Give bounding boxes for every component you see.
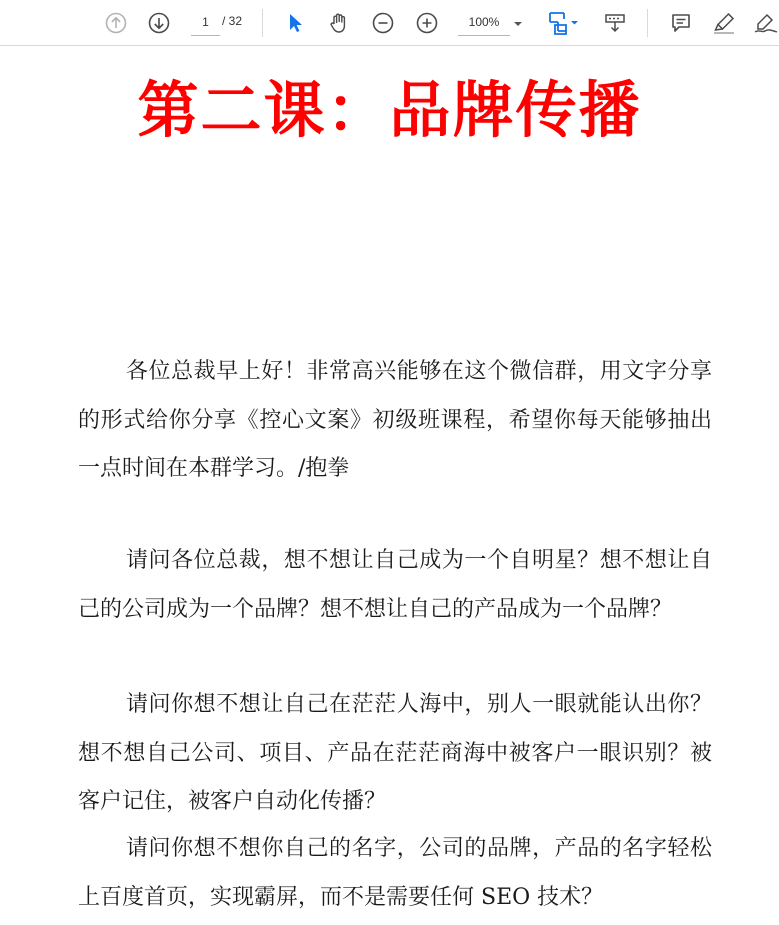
minus-circle-icon[interactable] [369,7,397,39]
arrow-down-circle-icon[interactable] [145,7,173,39]
cursor-arrow-icon[interactable] [283,7,307,39]
hand-pan-icon[interactable] [326,7,352,39]
paragraph: 请问你想不想你自己的名字，公司的品牌，产品的名字轻松上百度首页，实现霸屏，而不是需要任何 SEO 技术？ [78,836,712,910]
toolbar-divider [647,9,648,37]
document-page [0,46,779,925]
paragraph: 请问你想不想让自己在茫茫人海中，别人一眼就能认出你？想不想自己公司、项目、产品在茫茫商海中被客户一眼识别？被客户记住，被客户自动化传播？ [78,692,712,814]
page-total-label: / 32 [222,14,243,28]
sign-pen-icon[interactable] [752,7,779,39]
fit-page-icon[interactable] [545,7,583,39]
scroll-mode-icon[interactable] [601,7,629,39]
pdf-toolbar [0,0,779,46]
arrow-up-circle-icon[interactable] [102,7,130,39]
paragraph: 各位总裁早上好！非常高兴能够在这个微信群，用文字分享的形式给你分享《控心文案》初级班课程，希望你每天能够抽出一点时间在本群学习。/抱拳 [78,359,712,481]
page-number-input[interactable] [191,9,220,36]
page-title: 第二课：品牌传播 [137,75,642,146]
paragraph: 请问各位总裁，想不想让自己成为一个自明星？想不想让自己的公司成为一个品牌？想不想让自己的产品成为一个品牌？ [78,548,712,622]
chevron-down-icon[interactable] [509,16,527,30]
highlighter-icon[interactable] [710,7,738,39]
comment-icon[interactable] [667,7,695,39]
toolbar-divider [262,9,263,37]
zoom-level-input[interactable] [458,9,510,36]
plus-circle-icon[interactable] [413,7,441,39]
